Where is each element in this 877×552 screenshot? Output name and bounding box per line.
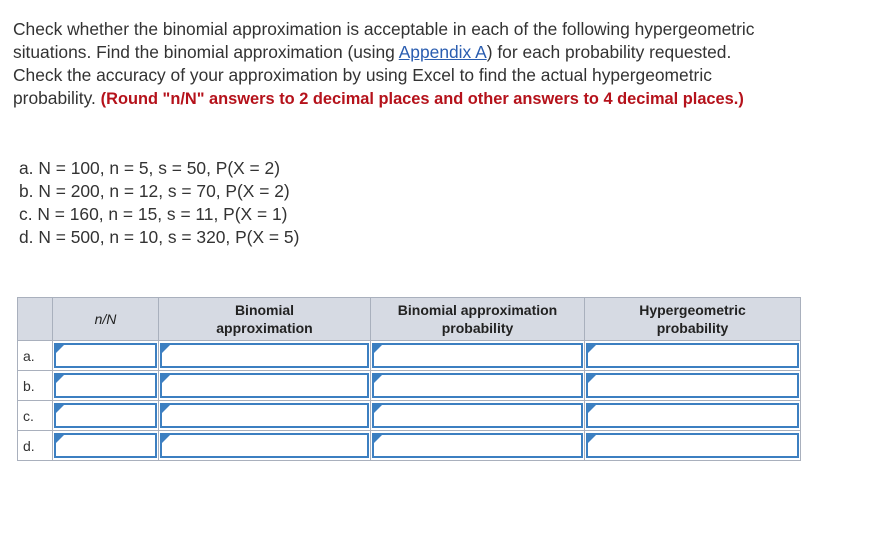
cell-d-n-over-n-container [53,431,159,461]
table-row [18,341,801,371]
part-c: c. N = 160, n = 15, s = 11, P(X = 1) [19,204,288,224]
question-line-4-text: probability. [13,88,96,108]
header-n-over-n-label: n/N [94,311,117,327]
appendix-a-link[interactable]: Appendix A [398,42,487,62]
table-header-row [18,298,801,341]
question-line-2-end: ) for each probability requested. [486,42,732,62]
header-col2-line1: Binomial [234,302,295,318]
header-row-label [18,298,53,341]
input-b-n-over-n[interactable] [54,373,157,398]
input-a-binomial-approx[interactable] [160,343,369,368]
table-row [18,401,801,431]
question-line-3: Check the accuracy of your approximation by using Excel to find the actual hypergeometric [13,65,712,85]
cell-c-hypergeo-prob-container [585,401,801,431]
input-d-hypergeo-prob[interactable] [586,433,799,458]
input-flag-icon [374,375,382,383]
parts-list [19,157,299,249]
table-row [18,371,801,401]
header-n-over-n [53,298,159,341]
part-d: d. N = 500, n = 10, s = 320, P(X = 5) [19,227,300,247]
input-c-binomial-prob[interactable] [372,403,583,428]
cell-b-binomial-prob-container [371,371,585,401]
cell-c-n-over-n-container [53,401,159,431]
input-a-n-over-n[interactable] [54,343,157,368]
table-row [18,431,801,461]
input-flag-icon [588,405,596,413]
cell-d-hypergeo-prob-container [585,431,801,461]
header-col3-line1: Binomial approximation [397,302,558,318]
input-b-binomial-approx[interactable] [160,373,369,398]
input-d-binomial-approx[interactable] [160,433,369,458]
cell-b-n-over-n-container [53,371,159,401]
input-flag-icon [162,375,170,383]
question-line-2-start: situations. Find the binomial approximation (using [13,42,399,62]
question-text [13,18,868,111]
input-d-binomial-prob[interactable] [372,433,583,458]
question-line-2 [13,41,868,64]
question-line-4 [13,87,868,111]
header-col4-line2: probability [656,320,729,336]
header-binomial-probability [371,298,585,341]
row-label-b: b. [18,371,53,401]
cell-a-hypergeo-prob-container [585,341,801,371]
input-flag-icon [374,435,382,443]
row-label-a: a. [18,341,53,371]
question-line-1: Check whether the binomial approximation is acceptable in each of the following hypergeometric [13,19,755,39]
header-binomial-approximation [159,298,371,341]
cell-c-binomial-approx-container [159,401,371,431]
input-b-hypergeo-prob[interactable] [586,373,799,398]
input-c-hypergeo-prob[interactable] [586,403,799,428]
cell-a-binomial-prob-container [371,341,585,371]
input-flag-icon [374,405,382,413]
input-flag-icon [162,345,170,353]
rounding-instruction: (Round "n/N" answers to 2 decimal places and other answers to 4 decimal places.) [100,90,744,108]
input-flag-icon [162,405,170,413]
part-a: a. N = 100, n = 5, s = 50, P(X = 2) [19,158,281,178]
input-flag-icon [56,375,64,383]
row-label-d: d. [18,431,53,461]
answer-table [17,297,801,461]
cell-a-n-over-n-container [53,341,159,371]
input-flag-icon [56,435,64,443]
input-c-binomial-approx[interactable] [160,403,369,428]
cell-d-binomial-prob-container [371,431,585,461]
cell-b-hypergeo-prob-container [585,371,801,401]
input-flag-icon [588,345,596,353]
input-flag-icon [162,435,170,443]
header-col2-line2: approximation [216,320,313,336]
input-flag-icon [56,405,64,413]
input-a-binomial-prob[interactable] [372,343,583,368]
header-col3-line2: probability [441,320,514,336]
input-b-binomial-prob[interactable] [372,373,583,398]
input-c-n-over-n[interactable] [54,403,157,428]
input-a-hypergeo-prob[interactable] [586,343,799,368]
input-flag-icon [588,375,596,383]
input-flag-icon [374,345,382,353]
cell-b-binomial-approx-container [159,371,371,401]
header-col4-line1: Hypergeometric [639,302,746,318]
cell-d-binomial-approx-container [159,431,371,461]
cell-c-binomial-prob-container [371,401,585,431]
cell-a-binomial-approx-container [159,341,371,371]
input-flag-icon [588,435,596,443]
row-label-c: c. [18,401,53,431]
input-flag-icon [56,345,64,353]
input-d-n-over-n[interactable] [54,433,157,458]
part-b: b. N = 200, n = 12, s = 70, P(X = 2) [19,181,290,201]
header-hypergeometric-probability [585,298,801,341]
